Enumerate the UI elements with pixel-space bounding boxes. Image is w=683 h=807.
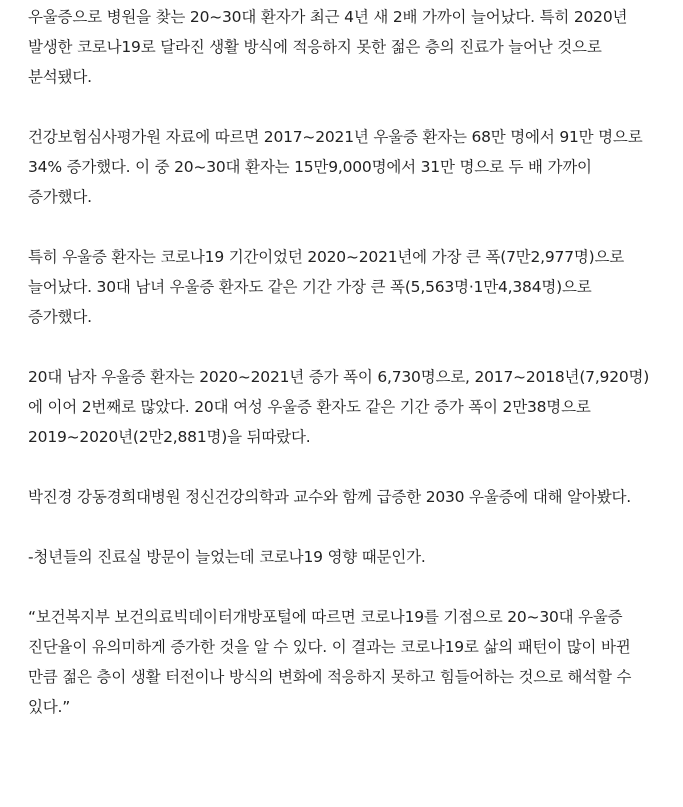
interview-question: -청년들의 진료실 방문이 늘었는데 코로나19 영향 때문인가.	[28, 548, 426, 566]
article-paragraph-5: 박진경 강동경희대병원 정신건강의학과 교수와 함께 급증한 2030 우울증에 대해 알아봤다.	[28, 488, 631, 506]
article-paragraph-4: 20대 남자 우울증 환자는 2020~2021년 증가 폭이 6,730명으로, 2017~2018년(7,920명)에 이어 2번째로 많았다. 20대 여성 우울증 환자도 같은 기간 증가 폭이 2만38명으로 2019~2020년(2만2,881명)을 뒤따랐다.	[28, 368, 650, 446]
interview-answer-quote: “보건복지부 보건의료빅데이터개방포털에 따르면 코로나19를 기점으로 20~30대 우울증 진단율이 유의미하게 증가한 것을 알 수 있다. 이 결과는 코로나19로 삶의 패턴이 많이 바뀐 만큼 젊은 층이 생활 터전이나 방식의 변화에 적응하지 못하고 힘들어하는 것으로 해석할 수 있다.”	[28, 608, 632, 716]
article-body	[28, 2, 660, 722]
article-paragraph-1: 우울증으로 병원을 찾는 20~30대 환자가 최근 4년 새 2배 가까이 늘어났다. 특히 2020년 발생한 코로나19로 달라진 생활 방식에 적응하지 못한 젊은 층의 진료가 늘어난 것으로 분석됐다.	[28, 8, 628, 86]
article-paragraph-2: 건강보험심사평가원 자료에 따르면 2017~2021년 우울증 환자는 68만 명에서 91만 명으로 34% 증가했다. 이 중 20~30대 환자는 15만9,000명에서 31만 명으로 두 배 가까이 증가했다.	[28, 128, 643, 206]
article-paragraph-3: 특히 우울증 환자는 코로나19 기간이었던 2020~2021년에 가장 큰 폭(7만2,977명)으로 늘어났다. 30대 남녀 우울증 환자도 같은 기간 가장 큰 폭(5,563명·1만4,384명)으로 증가했다.	[28, 248, 625, 326]
